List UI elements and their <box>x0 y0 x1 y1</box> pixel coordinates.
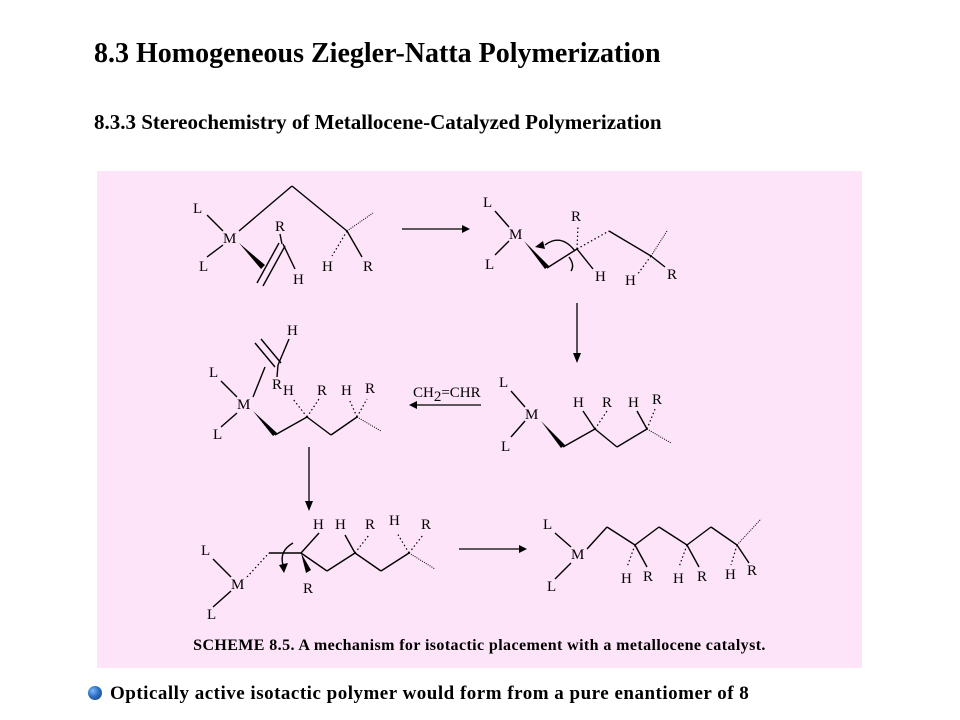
slide-subtitle: 8.3.3 Stereochemistry of Metallocene-Catalyzed Polymerization <box>94 110 662 134</box>
atom-label: R <box>365 517 376 533</box>
atom-label: L <box>193 201 203 217</box>
structure-5 <box>201 513 435 623</box>
structure-6 <box>543 517 761 595</box>
atom-label: L <box>199 259 209 275</box>
structure-2 <box>483 195 677 289</box>
atom-label: L <box>501 439 511 455</box>
atom-label: L <box>499 375 509 391</box>
atom-label: H <box>287 323 298 339</box>
footnote-text: Optically active isotactic polymer would form from a pure enantiomer of 8 <box>110 683 750 704</box>
atom-label: H <box>573 395 584 411</box>
atom-label: R <box>652 392 663 408</box>
atom-label: R <box>272 377 283 393</box>
atom-label: M <box>525 407 539 423</box>
atom-label: H <box>322 259 333 275</box>
reaction-scheme-panel <box>97 171 862 668</box>
atom-label: H <box>341 383 352 399</box>
reaction-scheme-diagram <box>97 171 862 668</box>
atom-label: M <box>237 397 251 413</box>
slide-title: 8.3 Homogeneous Ziegler-Natta Polymerization <box>94 38 661 69</box>
structure-3 <box>499 375 671 455</box>
atom-label: H <box>673 571 684 587</box>
atom-label: R <box>275 219 286 235</box>
atom-label: H <box>628 395 639 411</box>
atom-label: L <box>207 607 217 623</box>
scheme-caption: SCHEME 8.5. A mechanism for isotactic placement with a metallocene catalyst. <box>193 637 766 654</box>
atom-label: R <box>602 395 613 411</box>
atom-label: H <box>389 513 400 529</box>
atom-label: L <box>485 257 495 273</box>
atom-label: R <box>571 209 582 225</box>
atom-label: R <box>667 267 678 283</box>
atom-label: L <box>213 427 223 443</box>
atom-label: L <box>483 195 493 211</box>
atom-label: L <box>209 365 219 381</box>
reagent-label: CH2=CHR <box>413 385 481 405</box>
atom-label: R <box>421 517 432 533</box>
atom-label: R <box>317 383 328 399</box>
structure-4 <box>209 323 381 443</box>
atom-label: H <box>595 269 606 285</box>
atom-label: R <box>643 569 654 585</box>
structure-1 <box>193 186 373 288</box>
footnote <box>88 683 749 705</box>
atom-label: M <box>509 227 523 243</box>
atom-label: H <box>313 517 324 533</box>
atom-label: H <box>725 567 736 583</box>
atom-label: M <box>571 547 585 563</box>
atom-label: L <box>543 517 553 533</box>
atom-label: H <box>621 571 632 587</box>
atom-label: H <box>293 272 304 288</box>
globe-bullet-icon <box>88 686 102 700</box>
atom-label: H <box>335 517 346 533</box>
atom-label: H <box>625 273 636 289</box>
atom-label: L <box>201 543 211 559</box>
atom-label: R <box>303 581 314 597</box>
atom-label: R <box>747 563 758 579</box>
atom-label: H <box>283 383 294 399</box>
atom-label: R <box>365 381 376 397</box>
atom-label: L <box>547 579 557 595</box>
atom-label: M <box>231 577 245 593</box>
atom-label: M <box>223 231 237 247</box>
atom-label: R <box>363 259 374 275</box>
atom-label: R <box>697 569 708 585</box>
